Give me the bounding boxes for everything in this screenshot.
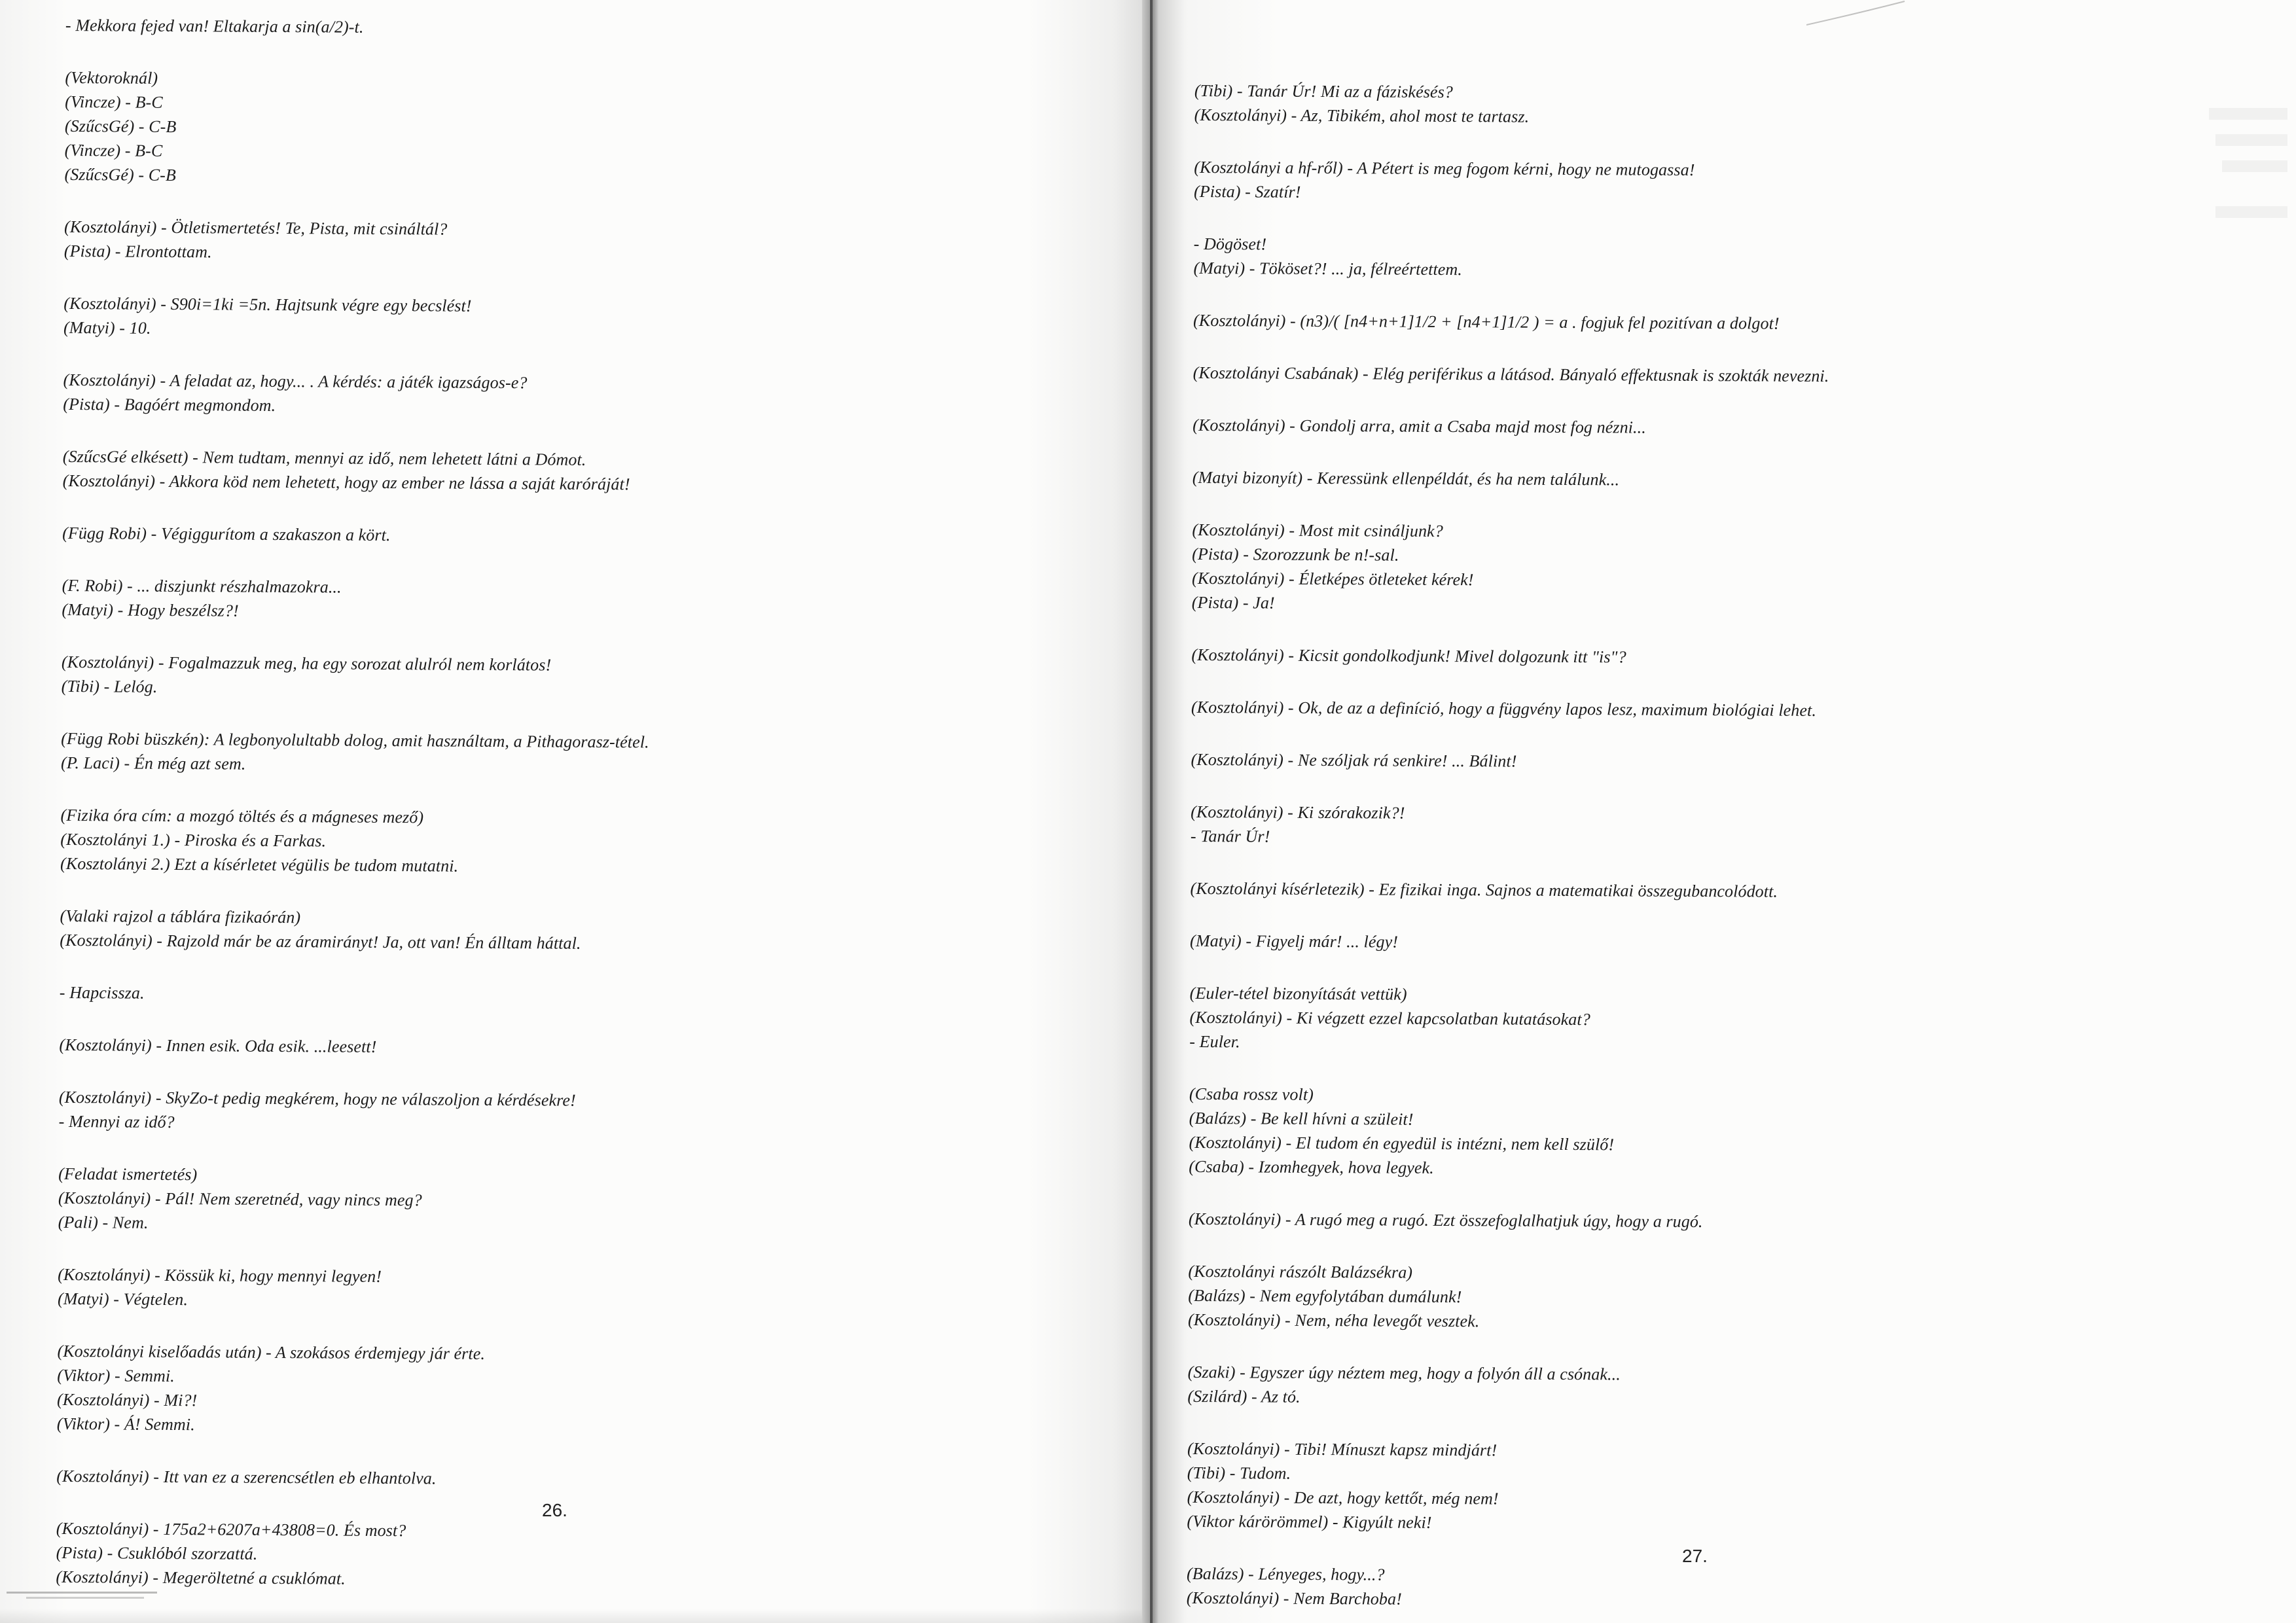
dialogue-line: (Kosztolányi) - Kicsit gondolkodjunk! Mivel dolgozunk itt "is"? (1191, 645, 1626, 667)
dialogue-line: (Szaki) - Egyszer úgy néztem meg, hogy a folyón áll a csónak... (1187, 1362, 1621, 1384)
dialogue-line: (Függ Robi büszkén): A legbonyolultabb dolog, amit használtam, a Pithagorasz-tétel. (61, 728, 649, 752)
dialogue-line: (Tibi) - Tanár Úr! Mi az a fáziskésés? (1194, 80, 1454, 102)
dialogue-line: (Matyi) - Tököset?! ... ja, félreértettem. (1193, 258, 1463, 279)
dialogue-line: - Euler. (1189, 1031, 1240, 1052)
dialogue-line: (Kosztolányi) - Gondolj arra, amit a Csaba majd most fog nézni... (1193, 415, 1646, 437)
dialogue-line: (SzűcsGé) - C-B (64, 164, 177, 185)
dialogue-block (1189, 1082, 2250, 1184)
dialogue-block (58, 1162, 1080, 1241)
dialogue-line: - Hapcissza. (59, 982, 145, 1003)
dialogue-line: (Valaki rajzol a táblára fizikaórán) (60, 906, 301, 927)
dialogue-block (1187, 1561, 2247, 1615)
dialogue-line: (Viktor) - Semmi. (57, 1365, 175, 1386)
dialogue-block (63, 444, 1084, 499)
dialogue-line: (Matyi bizonyít) - Keressünk ellenpéldát, és ha nem találunk... (1192, 467, 1620, 490)
dialogue-line: (Kosztolányi) - Fogalmazzuk meg, ha egy sorozat alulról nem korlátos! (61, 652, 552, 675)
dialogue-line: (Kosztolányi) - Ok, de az a definíció, hogy a függvény lapos lesz, maximum biológiai lehet. (1191, 697, 1817, 720)
dialogue-line: (Pista) - Csuklóból szorzattá. (56, 1543, 258, 1563)
left-page-text (56, 13, 1086, 1623)
dialogue-line: (Matyi) - Hogy beszélsz?! (62, 599, 239, 620)
dialogue-line: (Kosztolányi) - De azt, hogy kettőt, még nem! (1187, 1487, 1499, 1508)
right-page-number: 27. (1682, 1546, 1708, 1566)
dialogue-line: (Matyi) - Végtelen. (57, 1289, 188, 1310)
dialogue-block (1188, 1259, 2249, 1337)
dialogue-block (1190, 876, 2250, 906)
dialogue-line: - Tanár Úr! (1190, 826, 1270, 846)
dialogue-line: (Szilárd) - Az tó. (1187, 1386, 1300, 1406)
dialogue-block (64, 215, 1085, 270)
dialogue-line: (Balázs) - Nem egyfolytában dumálunk! (1188, 1285, 1462, 1307)
dialogue-line: (Csaba rossz volt) (1189, 1084, 1314, 1104)
dialogue-line: (Viktor kárörömmel) - Kigyúlt neki! (1187, 1511, 1432, 1532)
page-corner-curl (1806, 0, 1911, 26)
dialogue-block (1194, 155, 2254, 209)
dialogue-line: (Pista) - Bagóért megmondom. (63, 394, 276, 415)
dialogue-line: (Pista) - Szorozzunk be n!-sal. (1192, 544, 1399, 565)
dialogue-line: (Kosztolányi) - Mi?! (56, 1389, 198, 1410)
dialogue-line: (Tibi) - Tudom. (1187, 1463, 1291, 1483)
dialogue-line: (Kosztolányi) - 175a2+6207a+43808=0. És most? (56, 1518, 406, 1541)
dialogue-block (1189, 1207, 2249, 1236)
dialogue-block (56, 1464, 1077, 1495)
dialogue-line: (Kosztolányi rászólt Balázsékra) (1188, 1261, 1413, 1282)
dialogue-line: (Kosztolányi 2.) Ezt a kísérletet végülis be tudom mutatni. (60, 853, 459, 876)
dialogue-block (1194, 79, 2255, 132)
dialogue-line: (Kosztolányi) - Nem, néha levegőt vesztek. (1187, 1310, 1480, 1331)
dialogue-line: (Kosztolányi kísérletezik) - Ez fizikai inga. Sajnos a matematikai összegubancolódott. (1190, 878, 1778, 901)
edge-scan-mark (7, 1592, 157, 1594)
dialogue-line: (Kosztolányi) - Ne szóljak rá senkire! ... Bálint! (1191, 749, 1517, 771)
dialogue-block (1187, 1360, 2248, 1414)
dialogue-block (63, 368, 1084, 423)
dialogue-line: (Vincze) - B-C (65, 92, 163, 112)
dialogue-line: (Viktor) - Á! Semmi. (56, 1414, 195, 1435)
dialogue-line: (Matyi) - Figyelj már! ... légy! (1190, 931, 1399, 952)
dialogue-line: (Kosztolányi) - Innen esik. Oda esik. ...leesett! (59, 1035, 377, 1056)
book-binding-edge (1150, 0, 1153, 1623)
dialogue-line: (Kosztolányi) - Akkora köd nem lehetett, hogy az ember ne lássa a saját karóráját! (62, 471, 630, 494)
dialogue-line: (Pista) - Ja! (1191, 592, 1275, 613)
dialogue-block (1191, 643, 2251, 672)
dialogue-line: (Kosztolányi) - A rugó meg a rugó. Ezt összefoglalhatjuk úgy, hogy a rugó. (1188, 1209, 1703, 1232)
dialogue-line: (Kosztolányi) - Életképes ötleteket kérek! (1191, 568, 1474, 590)
dialogue-line: (Kosztolányi) - Most mit csináljunk? (1192, 520, 1443, 541)
dialogue-block (1191, 747, 2251, 777)
edge-scan-mark (26, 1597, 144, 1599)
dialogue-line: (Kosztolányi) - Megeröltetné a csuklómat. (56, 1567, 346, 1588)
dialogue-block (60, 980, 1081, 1011)
dialogue-line: (SzűcsGé) - C-B (64, 116, 177, 137)
dialogue-line: (Feladat ismertetés) (58, 1164, 198, 1185)
dialogue-line: (Balázs) - Be kell hívni a szüleit! (1189, 1108, 1414, 1129)
dialogue-block (65, 13, 1086, 44)
dialogue-block (61, 726, 1082, 781)
dialogue-line: (Fizika óra cím: a mozgó töltés és a mágneses mező) (60, 805, 424, 827)
dialogue-line: (Kosztolányi 1.) - Piroska és a Farkas. (60, 829, 327, 851)
dialogue-block (1193, 232, 2253, 285)
dialogue-block (60, 803, 1082, 882)
dialogue-block (1193, 308, 2253, 338)
dialogue-line: (Kosztolányi) - SkyZo-t pedig megkérem, hogy ne válaszoljon a kérdésekre! (58, 1087, 576, 1110)
dialogue-line: (Kosztolányi) - Ki végzett ezzel kapcsolatban kutatásokat? (1189, 1007, 1590, 1029)
dialogue-line: (Pali) - Nem. (58, 1212, 149, 1232)
dialogue-block (59, 1033, 1080, 1063)
dialogue-block (62, 521, 1083, 552)
right-page (1142, 0, 2296, 1623)
dialogue-line: (Kosztolányi a hf-ről) - A Pétert is meg fogom kérni, hogy ne mutogassa! (1194, 157, 1695, 180)
dialogue-line: (P. Laci) - Én még azt sem. (60, 753, 246, 774)
dialogue-line: (Balázs) - Lényeges, hogy...? (1186, 1563, 1385, 1584)
dialogue-line: (Kosztolányi) - Ki szórakozik?! (1191, 802, 1405, 823)
dialogue-line: (Vektoroknál) (65, 67, 158, 88)
dialogue-block (1187, 1436, 2248, 1539)
dialogue-block (58, 1262, 1079, 1317)
dialogue-line: (Kosztolányi) - S90i=1ki =5n. Hajtsunk végre egy becslést! (63, 293, 472, 315)
dialogue-line: (Euler-tétel bizonyítását vettük) (1189, 983, 1407, 1004)
dialogue-line: (Kosztolányi) - Pál! Nem szeretnéd, vagy nincs meg? (58, 1188, 422, 1210)
dialogue-line: (Kosztolányi) - El tudom én egyedül is intézni, nem kell szülő! (1189, 1132, 1615, 1154)
dialogue-block (63, 291, 1085, 346)
dialogue-line: (SzűcsGé elkésett) - Nem tudtam, mennyi az idő, nem lehetett látni a Dómot. (62, 446, 586, 469)
dialogue-line: (Kosztolányi) - Ötletismertetés! Te, Pista, mit csináltál? (63, 217, 448, 239)
dialogue-line: (Pista) - Szatír! (1194, 181, 1301, 202)
dialogue-line: (Függ Robi) - Végiggurítom a szakaszon a kört. (62, 523, 391, 545)
dialogue-line: (Csaba) - Izomhegyek, hova legyek. (1189, 1156, 1434, 1177)
dialogue-line: (Kosztolányi) - Az, Tibikém, ahol most te tartasz. (1194, 105, 1530, 126)
dialogue-line: (Kosztolányi kiselőadás után) - A szokásos érdemjegy jár érte. (57, 1341, 486, 1363)
dialogue-line: (Tibi) - Lelóg. (61, 676, 158, 696)
dialogue-line: (F. Robi) - ... diszjunkt részhalmazokra... (62, 575, 342, 597)
dialogue-line: (Pista) - Elrontottam. (63, 241, 212, 262)
dialogue-line: (Kosztolányi) - Kössük ki, hogy mennyi legyen! (58, 1264, 382, 1286)
dialogue-line: (Kosztolányi) - Tibi! Mínuszt kapsz mindjárt! (1187, 1438, 1498, 1460)
dialogue-line: - Mennyi az idő? (58, 1111, 175, 1132)
dialogue-block (1189, 981, 2250, 1059)
dialogue-line: (Vincze) - B-C (64, 140, 163, 160)
dialogue-line: (Kosztolányi) - Rajzold már be az áramirányt! Ja, ott van! Én álltam háttal. (60, 930, 581, 953)
dialogue-block (62, 650, 1083, 705)
dialogue-block (1193, 361, 2253, 390)
dialogue-block (1193, 465, 2253, 495)
dialogue-block (62, 573, 1083, 628)
dialogue-block (1191, 800, 2251, 853)
dialogue-line: (Matyi) - 10. (63, 317, 151, 338)
dialogue-block (64, 65, 1086, 193)
page-bottom-shadow (0, 1609, 1142, 1623)
dialogue-block (1193, 413, 2253, 442)
left-page (0, 0, 1142, 1623)
dialogue-block (1192, 518, 2253, 620)
dialogue-line: - Dögöset! (1193, 234, 1267, 254)
right-page-text (1187, 79, 2255, 1623)
dialogue-line: (Kosztolányi) - Nem Barchoba! (1186, 1588, 1402, 1609)
dialogue-block (1190, 929, 2250, 958)
dialogue-block (1191, 695, 2251, 724)
dialogue-line: (Kosztolányi Csabának) - Elég periférikus a látásod. Bányaló effektusnak is szokták nevezni. (1193, 363, 1829, 386)
dialogue-line: (Kosztolányi) - A feladat az, hogy... . A kérdés: a játék igazságos-e? (63, 370, 528, 393)
dialogue-block (57, 1339, 1079, 1442)
dialogue-line: (Kosztolányi) - (n3)/( [n4+n+1]1/2 + [n4+1]1/2 ) = a . fogjuk fel pozitívan a dolgot! (1193, 310, 1780, 333)
dialogue-block (60, 904, 1081, 959)
dialogue-line: (Kosztolányi) - Itt van ez a szerencsétlen eb elhantolva. (56, 1466, 437, 1488)
dialogue-line: - Mekkora fejed van! Eltakarja a sin(a/2)-t. (65, 15, 364, 37)
dialogue-block (56, 1516, 1077, 1596)
dialogue-block (59, 1085, 1080, 1140)
left-page-number: 26. (542, 1500, 567, 1520)
